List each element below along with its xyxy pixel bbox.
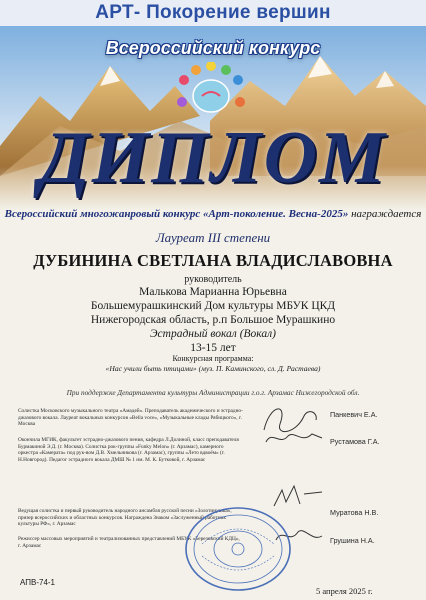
jury-name-2: Рустамова Г.А. bbox=[330, 437, 380, 446]
jury-bio-3: Ведущая солистка и первый руководитель народного ансамбля русской песни «Золотинушка», призер всероссийских и областных конкурсов. Награждена Знаком «Заслуженный работник культуры РФ», г. Арзамас bbox=[18, 508, 232, 528]
jury-name-1: Панкевич Е.А. bbox=[330, 410, 378, 419]
signature-2-icon bbox=[262, 426, 326, 450]
age-group: 13-15 лет bbox=[190, 342, 236, 354]
contest-title: Всероссийский конкурс bbox=[105, 38, 321, 58]
organization-stamp-icon bbox=[182, 504, 294, 594]
document-code: АПВ-74-1 bbox=[20, 578, 56, 587]
program-text: «Нас учили быть птицами» (муз. П. Каминского, сл. Д. Растаева) bbox=[105, 364, 321, 373]
awarded-label: награждается bbox=[351, 208, 422, 220]
region-name: Нижегородская область, р.п Большое Мурашкино bbox=[90, 314, 336, 326]
jury-bio-1: Солистка Московского музыкального театра «Амадей». Преподаватель академического и эстрадно-джазового вокала. Лауреат вокальных конкурсов «Bella voce», «Музыкальные клады Рябицкого», г. Москва bbox=[18, 408, 243, 428]
support-line: При поддержке Департамента культуры Администрации г.о.г. Арзамас Нижегородской обл. bbox=[66, 388, 360, 397]
jury-bio-2: Окончила МГИК, факультет эстрадно-джазового пения, кафедра Л.Долиной, класс преподавателя Бурмакиной Э.Д. (г. Москва). Солистка рок-группы «Funky Melon» (г. Арзамас), камерного оркестра «Камерата» под рук-вом Д.В. Хмельникова (г. Арзамас), группы «Лето вдвоём» (г. Н.Новгород). Педагог эстрадного вокала ДМШ № 1 им. М. К. Бутковой, г. Арзамас bbox=[18, 437, 239, 463]
banner-title: АРТ- Покорение вершин bbox=[0, 0, 426, 26]
diploma-title: ДИПЛОМ bbox=[39, 117, 387, 199]
festival-line bbox=[0, 208, 426, 220]
leader-label: руководитель bbox=[184, 274, 242, 285]
festival-name: Всероссийский многожанровый конкурс «Арт-поколение. Весна-2025» bbox=[4, 208, 349, 220]
participant-name: ДУБИНИНА СВЕТЛАНА ВЛАДИСЛАВОВНА bbox=[33, 251, 393, 270]
institution-name: Большемурашкинский Дом культуры МБУК ЦКД bbox=[90, 300, 336, 312]
laureate-degree: Лауреат III степени bbox=[155, 230, 271, 245]
leader-name: Малькова Марианна Юрьевна bbox=[139, 286, 287, 298]
program-label: Конкурсная программа: bbox=[172, 354, 254, 363]
jury-name-3: Муратова Н.В. bbox=[330, 508, 379, 517]
issue-date: 5 апреля 2025 г. bbox=[316, 586, 373, 596]
jury-bio-4: Режиссер массовых мероприятий и театрализованных представлений МБУК «Березовский КДЦ», г. Арзамас bbox=[18, 536, 240, 549]
jury-name-4: Грушина Н.А. bbox=[330, 536, 375, 545]
category: Эстрадный вокал (Вокал) bbox=[150, 328, 276, 340]
